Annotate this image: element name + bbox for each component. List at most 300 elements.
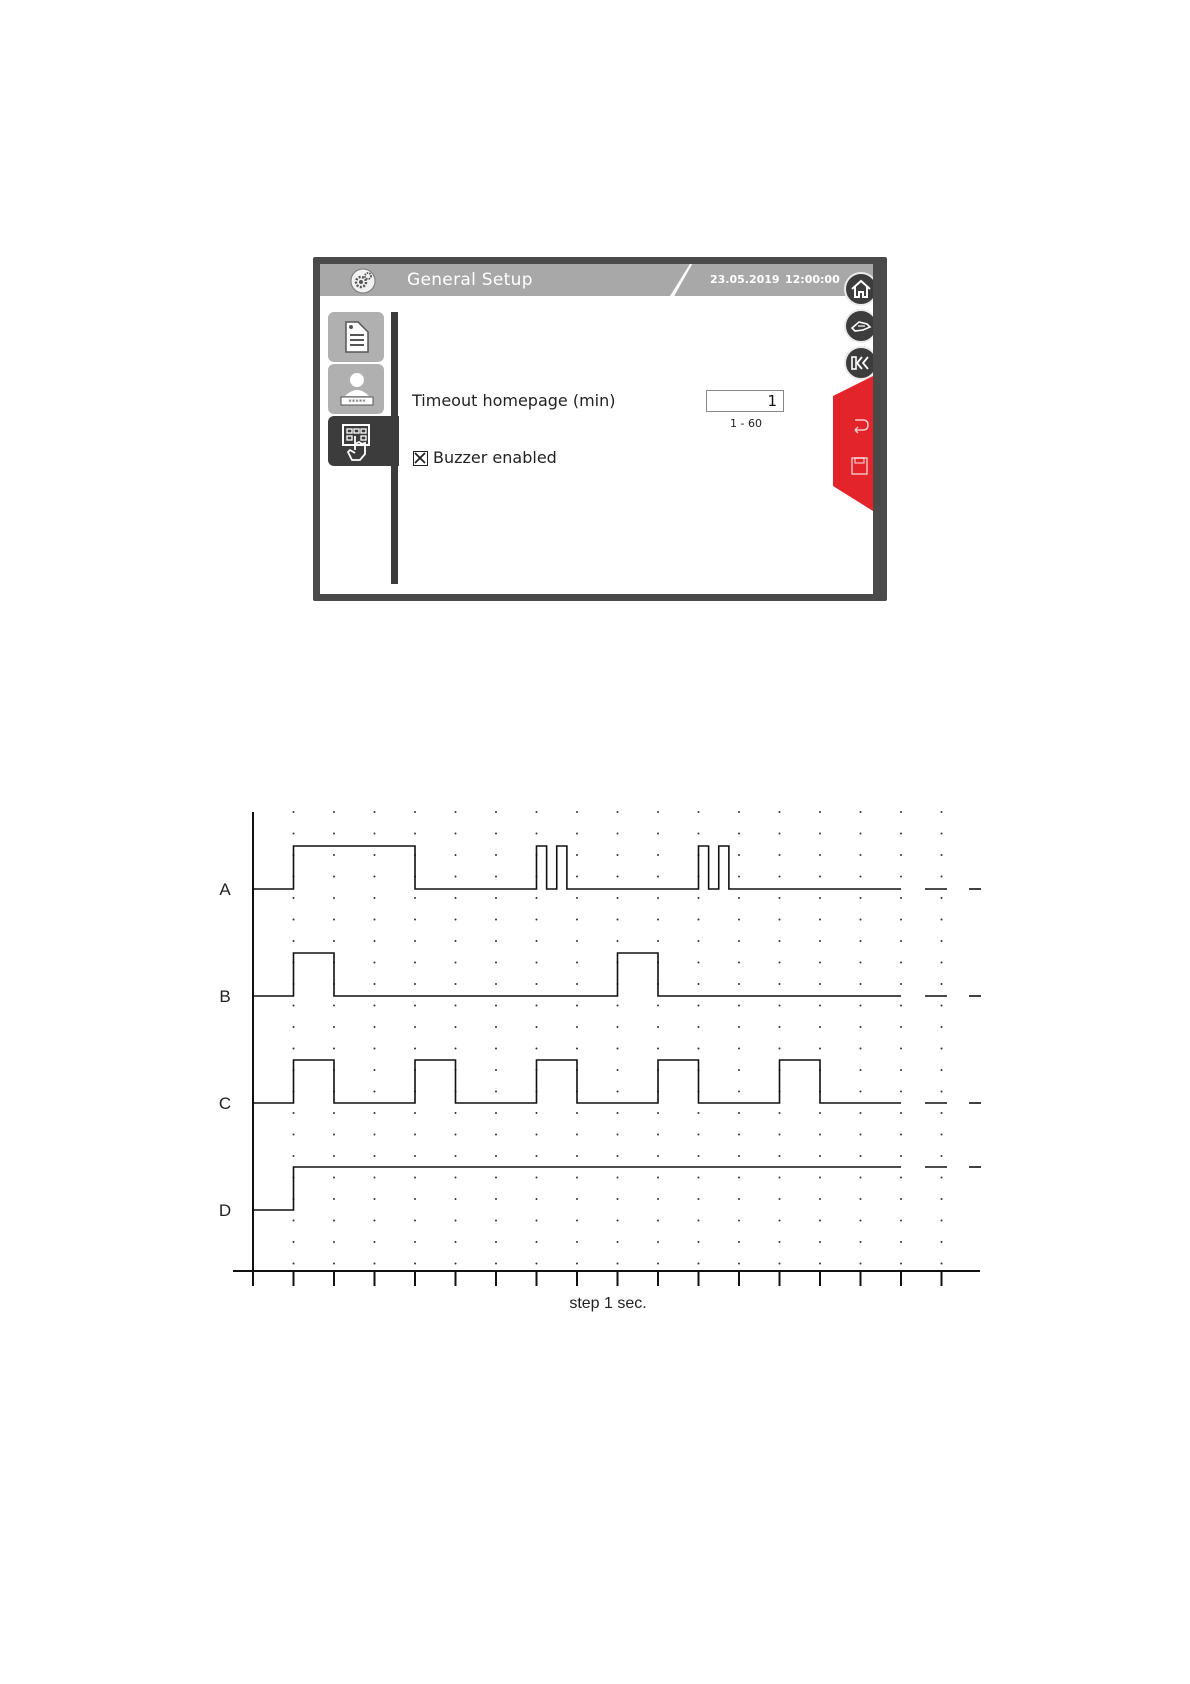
grid-dot: [657, 833, 659, 835]
grid-dot: [455, 1005, 457, 1007]
grid-dot: [374, 1048, 376, 1050]
grid-dot: [738, 1241, 740, 1243]
grid-dot: [333, 1005, 335, 1007]
grid-dot: [819, 1112, 821, 1114]
grid-dot: [455, 833, 457, 835]
grid-dot: [698, 1241, 700, 1243]
grid-dot: [536, 940, 538, 942]
grid-dot: [698, 1220, 700, 1222]
grid-dot: [657, 1155, 659, 1157]
grid-dot: [374, 1155, 376, 1157]
grid-dot: [576, 1241, 578, 1243]
grid-dot: [738, 962, 740, 964]
grid-dot: [779, 1048, 781, 1050]
grid-dot: [738, 854, 740, 856]
grid-dot: [698, 1112, 700, 1114]
grid-dot: [900, 854, 902, 856]
axes: [233, 812, 980, 1286]
grid-dot: [414, 833, 416, 835]
grid-dot: [414, 1026, 416, 1028]
grid-dot: [657, 983, 659, 985]
grid-dot: [779, 833, 781, 835]
grid-dot: [617, 919, 619, 921]
signal-c-trace: [253, 1060, 901, 1103]
undo-button[interactable]: [847, 414, 871, 438]
grid-dot: [495, 940, 497, 942]
grid-dot: [819, 876, 821, 878]
grid-dot: [374, 1091, 376, 1093]
grid-dot: [941, 940, 943, 942]
grid-dot: [617, 1048, 619, 1050]
grid-dot: [617, 897, 619, 899]
grid-dot: [414, 1198, 416, 1200]
grid-dot: [414, 1263, 416, 1265]
grid-dot: [860, 1069, 862, 1071]
grid-dot: [333, 1241, 335, 1243]
grid-dot: [455, 897, 457, 899]
grid-dot: [779, 1005, 781, 1007]
grid-dot: [536, 1177, 538, 1179]
grid-dot: [293, 1198, 295, 1200]
grid-dot: [779, 962, 781, 964]
grid-dot: [495, 876, 497, 878]
grid-dot: [617, 940, 619, 942]
grid-dot: [617, 1220, 619, 1222]
grid-dot: [779, 897, 781, 899]
x-axis-label: step 1 sec.: [569, 1295, 647, 1312]
grid-dot: [333, 811, 335, 813]
grid-dot: [536, 1091, 538, 1093]
grid-dot: [293, 983, 295, 985]
grid-dot: [900, 1091, 902, 1093]
grid-dot: [617, 1263, 619, 1265]
grid-dot: [414, 1177, 416, 1179]
grid-dot: [819, 1155, 821, 1157]
grid-dot: [333, 876, 335, 878]
grid-dot: [779, 1241, 781, 1243]
grid-dot: [576, 1177, 578, 1179]
grid-dot: [779, 919, 781, 921]
grid-dot: [455, 1177, 457, 1179]
check-x-icon: [414, 452, 426, 464]
grid-dot: [779, 983, 781, 985]
grid-dot: [900, 1155, 902, 1157]
grid-dot: [819, 940, 821, 942]
grid-dot: [900, 919, 902, 921]
grid-dot: [536, 1198, 538, 1200]
grid-dot: [576, 1005, 578, 1007]
grid-dot: [698, 1155, 700, 1157]
grid-dot: [455, 1241, 457, 1243]
grid-dot: [900, 811, 902, 813]
grid-dot: [374, 919, 376, 921]
grid-dot: [657, 962, 659, 964]
grid-dot: [293, 1091, 295, 1093]
grid-dot: [455, 1134, 457, 1136]
grid-dot: [333, 1091, 335, 1093]
grid-dot: [333, 1134, 335, 1136]
back-forward-button[interactable]: [844, 346, 873, 380]
grid-dot: [900, 1134, 902, 1136]
grid-dot: [819, 1069, 821, 1071]
grid-dot: [495, 919, 497, 921]
grid-dot: [414, 1091, 416, 1093]
grid-dot: [617, 1198, 619, 1200]
grid-dot: [293, 1241, 295, 1243]
grid-dot: [698, 854, 700, 856]
grid-dot: [374, 1198, 376, 1200]
grid-dot: [860, 1241, 862, 1243]
grid-dot: [900, 1177, 902, 1179]
sidebar-item-touch[interactable]: [328, 416, 399, 466]
grid-dot: [698, 1091, 700, 1093]
grid-dot: [779, 1069, 781, 1071]
grid-dot: [941, 811, 943, 813]
page-title: General Setup: [407, 270, 533, 290]
grid-dot: [333, 1048, 335, 1050]
grid-dot: [495, 1241, 497, 1243]
action-panel: [833, 376, 873, 511]
grid-dot: [536, 983, 538, 985]
grid-dot: [455, 1091, 457, 1093]
grid-dot: [374, 1134, 376, 1136]
grid-dot: [617, 876, 619, 878]
grid-dot: [819, 1005, 821, 1007]
hand-button[interactable]: [844, 309, 873, 343]
grid-dot: [374, 1005, 376, 1007]
grid-dot: [617, 1112, 619, 1114]
grid-dot: [657, 1048, 659, 1050]
grid-dot: [333, 962, 335, 964]
grid-dot: [414, 940, 416, 942]
grid-dot: [860, 833, 862, 835]
grid-dot: [738, 1005, 740, 1007]
grid-dot: [941, 833, 943, 835]
grid-dot: [455, 876, 457, 878]
grid-dot: [414, 876, 416, 878]
touch-panel-icon: [338, 422, 376, 462]
grid-dot: [819, 1048, 821, 1050]
grid-dot: [860, 1026, 862, 1028]
grid-dot: [698, 1048, 700, 1050]
user-password-icon: [338, 370, 376, 408]
grid-dot: [819, 1177, 821, 1179]
signal-label-d: D: [218, 1201, 232, 1220]
sidebar-item-user[interactable]: [328, 364, 384, 414]
grid-dot: [657, 940, 659, 942]
grid-dot: [819, 811, 821, 813]
grid-dot: [738, 833, 740, 835]
grid-dot: [617, 854, 619, 856]
grid-dot: [657, 1112, 659, 1114]
grid-dot: [819, 919, 821, 921]
grid-dot: [495, 1005, 497, 1007]
grid-dot: [698, 919, 700, 921]
grid-dot: [819, 1241, 821, 1243]
grid-dot: [333, 940, 335, 942]
grid-dot: [576, 940, 578, 942]
grid-dot: [738, 1048, 740, 1050]
grid-dot: [657, 897, 659, 899]
grid-dot: [536, 1069, 538, 1071]
grid-dot: [293, 876, 295, 878]
grid-dot: [779, 1263, 781, 1265]
grid-dot: [293, 919, 295, 921]
grid-dot: [860, 811, 862, 813]
grid-dot: [414, 1112, 416, 1114]
back-forward-icon: [849, 351, 873, 375]
grid-dot: [536, 1134, 538, 1136]
grid-dot: [738, 940, 740, 942]
grid-dot: [860, 1005, 862, 1007]
grid-dot: [900, 983, 902, 985]
buzzer-checkbox[interactable]: [413, 451, 428, 466]
grid-dot: [455, 854, 457, 856]
grid-dot: [779, 940, 781, 942]
grid-dot: [576, 919, 578, 921]
grid-dot: [657, 1026, 659, 1028]
grid-dot: [536, 1241, 538, 1243]
grid-dot: [374, 876, 376, 878]
grid-dot: [536, 1155, 538, 1157]
grid-dot: [819, 1091, 821, 1093]
grid-dot: [455, 919, 457, 921]
signal-label-c: C: [218, 1094, 232, 1113]
sidebar-item-setup[interactable]: [328, 312, 384, 362]
grid-dot: [576, 1263, 578, 1265]
grid-dot: [576, 962, 578, 964]
grid-dot: [941, 1069, 943, 1071]
grid-dot: [738, 811, 740, 813]
grid-dot: [860, 1134, 862, 1136]
grid-dot: [374, 1069, 376, 1071]
grid-dot: [941, 919, 943, 921]
grid-dot: [860, 1112, 862, 1114]
buzzer-label: Buzzer enabled: [433, 448, 557, 467]
grid-dot: [900, 1198, 902, 1200]
grid-dot: [900, 1005, 902, 1007]
grid-dot: [819, 833, 821, 835]
grid-dot: [495, 1263, 497, 1265]
grid-dot: [293, 833, 295, 835]
grid-dot: [374, 1263, 376, 1265]
grid-dot: [617, 1069, 619, 1071]
grid-dot: [900, 1026, 902, 1028]
grid-dot: [576, 983, 578, 985]
grid-dot: [779, 1026, 781, 1028]
signal-label-b: B: [219, 987, 231, 1006]
grid-dot: [374, 983, 376, 985]
device-screen: [313, 257, 887, 601]
grid-dot: [293, 1048, 295, 1050]
grid-dot: [293, 1134, 295, 1136]
grid-dot: [495, 897, 497, 899]
grid-dot: [941, 983, 943, 985]
grid-dot: [414, 897, 416, 899]
grid-dot: [576, 854, 578, 856]
grid-dot: [576, 1091, 578, 1093]
grid-dot: [293, 811, 295, 813]
grid-dot: [374, 854, 376, 856]
grid-dot: [738, 983, 740, 985]
sidebar-divider: [391, 312, 398, 584]
grid-dot: [657, 1134, 659, 1136]
grid-dot: [414, 1069, 416, 1071]
grid-dot: [860, 897, 862, 899]
grid-dot: [495, 1048, 497, 1050]
grid-dot: [657, 1220, 659, 1222]
grid-dot: [536, 1263, 538, 1265]
grid-dot: [536, 1048, 538, 1050]
grid-dot: [536, 962, 538, 964]
grid-dot: [738, 1177, 740, 1179]
grid-dot: [495, 833, 497, 835]
grid-dot: [738, 897, 740, 899]
header-bar: [320, 264, 873, 296]
grid-dot: [576, 1198, 578, 1200]
signal-traces: [253, 846, 981, 1210]
grid-dot: [900, 1241, 902, 1243]
grid-dot: [657, 1263, 659, 1265]
grid-dot: [617, 811, 619, 813]
grid-dot: [738, 1112, 740, 1114]
grid-dot: [941, 1241, 943, 1243]
grid-dot: [495, 962, 497, 964]
grid-dot: [333, 1177, 335, 1179]
grid-dot: [657, 919, 659, 921]
grid-dot: [495, 854, 497, 856]
grid-dot: [860, 854, 862, 856]
home-icon: [849, 277, 873, 301]
grid-dot: [374, 1177, 376, 1179]
grid-dot: [455, 811, 457, 813]
grid-dot: [414, 1220, 416, 1222]
grid-dot: [860, 1198, 862, 1200]
grid-dot: [860, 983, 862, 985]
grid-dot: [819, 854, 821, 856]
grid-dot: [293, 897, 295, 899]
grid-dot: [455, 1263, 457, 1265]
grid-dot: [860, 1220, 862, 1222]
header-date: 23.05.2019: [710, 273, 780, 286]
home-button[interactable]: [844, 272, 873, 306]
grid-dot: [333, 854, 335, 856]
grid-dot: [333, 1069, 335, 1071]
grid-dot: [293, 940, 295, 942]
grid-dot: [860, 876, 862, 878]
grid-dot: [576, 1112, 578, 1114]
grid-dot: [860, 962, 862, 964]
grid-dot: [941, 876, 943, 878]
grid-dot: [333, 1220, 335, 1222]
tag-list-icon: [338, 318, 376, 356]
grid-dot: [941, 1198, 943, 1200]
grid-dot: [455, 940, 457, 942]
grid-dot: [536, 1026, 538, 1028]
grid-dot: [698, 876, 700, 878]
grid-dot: [860, 1048, 862, 1050]
grid-dot: [414, 983, 416, 985]
grid-dot: [657, 1198, 659, 1200]
grid-dot: [617, 1091, 619, 1093]
grid-dot: [738, 1069, 740, 1071]
grid-dot: [536, 876, 538, 878]
grid-dot: [657, 1177, 659, 1179]
grid-dot: [374, 897, 376, 899]
grid-dot: [495, 1177, 497, 1179]
grid-dot: [860, 1091, 862, 1093]
grid-dot: [779, 1112, 781, 1114]
grid-dot: [455, 1155, 457, 1157]
grid-dot: [779, 1091, 781, 1093]
grid-dot: [374, 1112, 376, 1114]
grid-dot: [779, 1177, 781, 1179]
grid-dot: [941, 1177, 943, 1179]
grid-dot: [495, 1026, 497, 1028]
grid-dot: [860, 1155, 862, 1157]
grid-dot: [333, 1263, 335, 1265]
grid-dot: [414, 1005, 416, 1007]
grid-dot: [860, 1263, 862, 1265]
grid-dot: [657, 1241, 659, 1243]
grid-dot: [455, 1112, 457, 1114]
grid-dot: [698, 940, 700, 942]
grid-dot: [657, 1005, 659, 1007]
grid-dot: [495, 1069, 497, 1071]
grid-dot: [414, 1134, 416, 1136]
grid-dot: [738, 1026, 740, 1028]
grid-dot: [576, 1220, 578, 1222]
grid-dot: [738, 1263, 740, 1265]
grid-dot: [576, 833, 578, 835]
grid-dot: [333, 897, 335, 899]
grid-dot: [617, 1134, 619, 1136]
grid-dot: [333, 833, 335, 835]
grid-dot: [617, 1177, 619, 1179]
grid-dot: [698, 833, 700, 835]
grid-dot: [941, 1048, 943, 1050]
grid-dot: [819, 1220, 821, 1222]
grid-dot: [455, 1198, 457, 1200]
grid-dot: [698, 1134, 700, 1136]
grid-dot: [414, 854, 416, 856]
grid-dot: [900, 1263, 902, 1265]
grid-dot: [576, 811, 578, 813]
grid-dot: [698, 1177, 700, 1179]
grid-dot: [738, 1134, 740, 1136]
signal-labels: [219, 880, 231, 1220]
grid-dot: [779, 1220, 781, 1222]
grid-dot: [293, 1026, 295, 1028]
grid-dot: [941, 1220, 943, 1222]
grid-dot: [941, 1263, 943, 1265]
grid-dot: [941, 1134, 943, 1136]
grid-dot: [536, 833, 538, 835]
grid-dot: [455, 1026, 457, 1028]
header-time: 12:00:00: [785, 273, 840, 286]
grid-dot: [414, 919, 416, 921]
timeout-input[interactable]: 1: [706, 390, 784, 412]
grid-dot: [860, 919, 862, 921]
grid-dot: [900, 1069, 902, 1071]
grid-dot: [941, 1155, 943, 1157]
grid-dot: [657, 811, 659, 813]
grid-dot: [495, 1198, 497, 1200]
save-button[interactable]: [847, 454, 871, 478]
grid-dot: [698, 1069, 700, 1071]
grid-dot: [374, 940, 376, 942]
grid-dot: [293, 962, 295, 964]
